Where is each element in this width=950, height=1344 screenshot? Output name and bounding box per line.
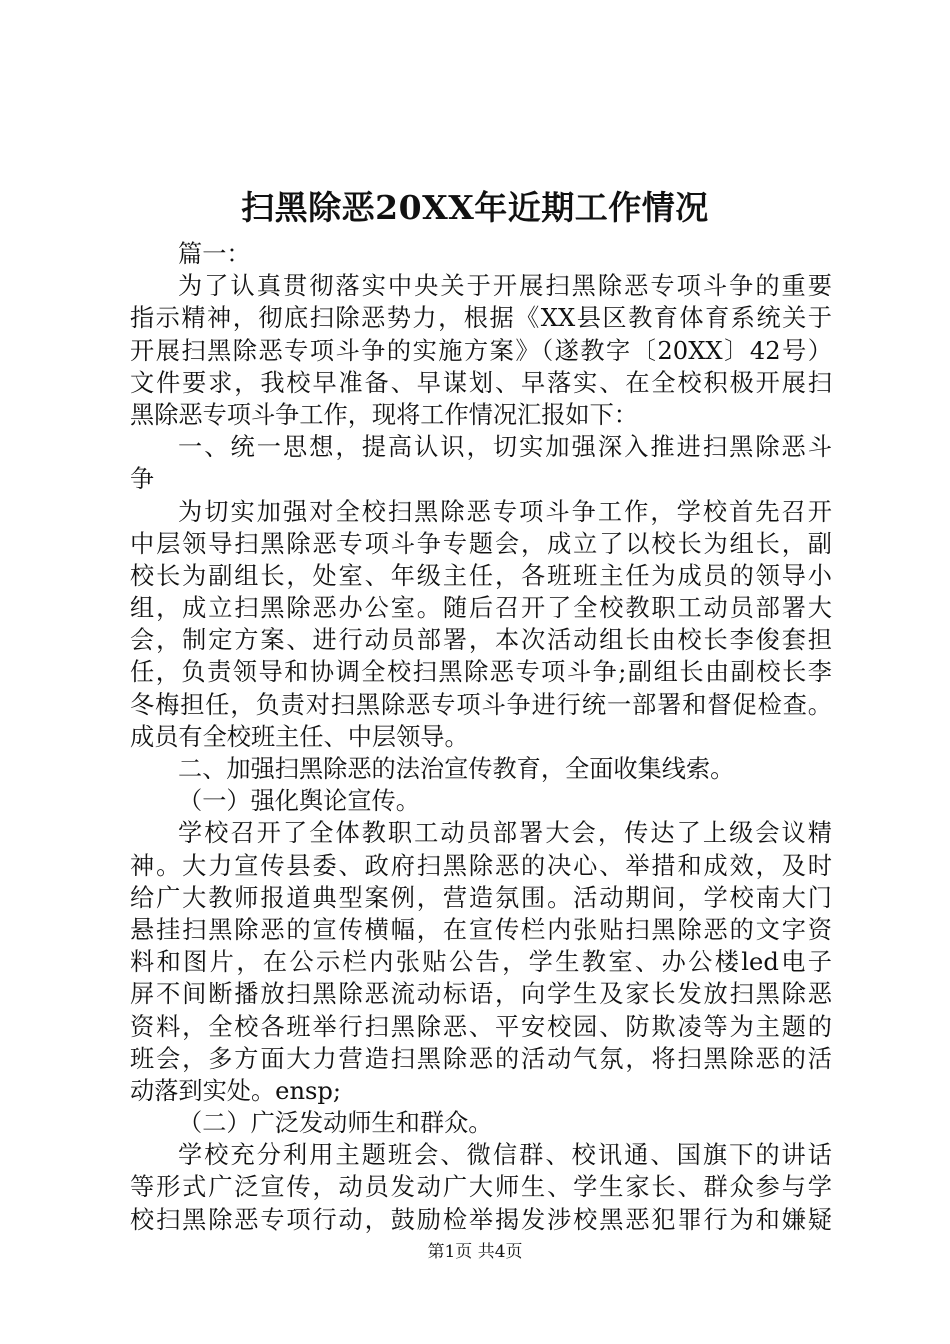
- body-line: 给广大教师报道典型案例，营造氛围。活动期间，学校南大门: [130, 883, 832, 912]
- body-line: 为了认真贯彻落实中央关于开展扫黑除恶专项斗争的重要: [178, 272, 832, 301]
- body-line: 料和图片，在公示栏内张贴公告，学生教室、办公楼led电子: [130, 948, 832, 977]
- body-line: 为切实加强对全校扫黑除恶专项斗争工作，学校首先召开: [178, 497, 832, 526]
- body-line: 学校充分利用主题班会、微信群、校讯通、国旗下的讲话: [178, 1141, 832, 1170]
- body-line: 开展扫黑除恶专项斗争的实施方案》（遂教字〔20XX〕42号）: [130, 336, 832, 365]
- page-footer: 第1页 共4页: [427, 1242, 523, 1262]
- body-line: 争: [130, 465, 155, 494]
- body-line: 神。大力宣传县委、政府扫黑除恶的决心、举措和成效，及时: [130, 851, 832, 880]
- body-line: 会，制定方案、进行动员部署，本次活动组长由校长李俊套担: [130, 626, 832, 655]
- body-line: （一）强化舆论宣传。: [178, 787, 420, 816]
- body-line: 文件要求，我校早准备、早谋划、早落实、在全校积极开展扫: [130, 368, 832, 397]
- body-line: 等形式广泛宣传，动员发动广大师生、学生家长、群众参与学: [130, 1173, 832, 1202]
- body-line: 班会，多方面大力营造扫黑除恶的活动气氛，将扫黑除恶的活: [130, 1044, 832, 1073]
- body-line: （二）广泛发动师生和群众。: [178, 1109, 493, 1138]
- body-line: 黑除恶专项斗争工作，现将工作情况汇报如下：: [130, 400, 638, 429]
- body-line: 任，负责领导和协调全校扫黑除恶专项斗争;副组长由副校长李: [130, 658, 832, 687]
- body-line: 冬梅担任，负责对扫黑除恶专项斗争进行统一部署和督促检查。: [130, 690, 832, 719]
- body-line: 成员有全校班主任、中层领导。: [130, 722, 469, 751]
- body-line: 校长为副组长，处室、年级主任，各班班主任为成员的领导小: [130, 561, 832, 590]
- body-line: 悬挂扫黑除恶的宣传横幅，在宣传栏内张贴扫黑除恶的文字资: [130, 915, 832, 944]
- body-line: 屏不间断播放扫黑除恶流动标语，向学生及家长发放扫黑除恶: [130, 980, 832, 1009]
- body-line: 动落到实处。ensp;: [130, 1076, 342, 1105]
- body-line: 学校召开了全体教职工动员部署大会，传达了上级会议精: [178, 819, 832, 848]
- document-title: 扫黑除恶20XX年近期工作情况: [241, 188, 709, 227]
- body-line: 二、加强扫黑除恶的法治宣传教育，全面收集线索。: [178, 755, 735, 783]
- body-line: 中层领导扫黑除恶专项斗争专题会，成立了以校长为组长，副: [130, 529, 832, 558]
- body-line: 篇一：: [178, 240, 251, 268]
- body-line: 校扫黑除恶专项行动，鼓励检举揭发涉校黑恶犯罪行为和嫌疑: [130, 1205, 832, 1234]
- document-body: [130, 238, 832, 1236]
- body-line: 资料，全校各班举行扫黑除恶、平安校园、防欺凌等为主题的: [130, 1012, 832, 1041]
- body-line: 指示精神，彻底扫除恶势力，根据《XX县区教育体育系统关于: [130, 304, 832, 333]
- body-line: 一、统一思想，提高认识，切实加强深入推进扫黑除恶斗: [178, 433, 832, 462]
- body-line: 组，成立扫黑除恶办公室。随后召开了全校教职工动员部署大: [130, 594, 832, 623]
